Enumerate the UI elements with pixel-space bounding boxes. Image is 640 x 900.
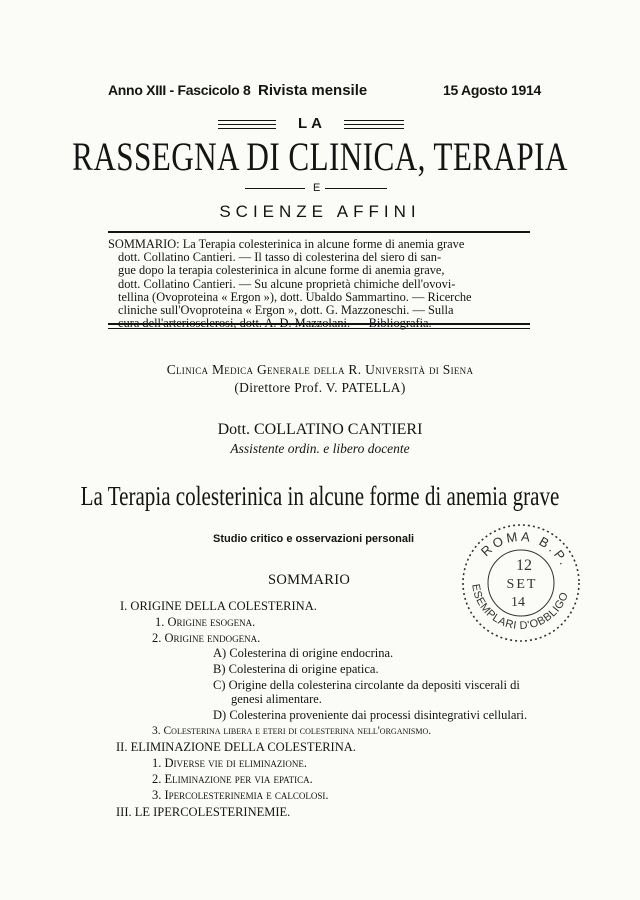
toc-item: 3. Colesterina libera e eteri di colesterina nell'organismo. xyxy=(152,725,432,737)
toc-item: C) Origine della colesterina circolante da depositi viscerali di xyxy=(213,678,520,692)
summary-line: dott. Collatino Cantieri. — Su alcune proprietà chimiche dell'ovovi- xyxy=(118,276,456,291)
stamp-bottom-text: ESEMPLARI D'OBBLIGO xyxy=(469,583,572,633)
toc-item: B) Colesterina di origine epatica. xyxy=(213,662,379,676)
library-stamp xyxy=(458,520,583,645)
periodicity: Rivista mensile xyxy=(258,82,368,99)
clinic-name: Clinica Medica Generale della R. Università di Siena xyxy=(166,362,474,377)
divider xyxy=(218,128,276,129)
divider xyxy=(325,188,387,189)
divider xyxy=(344,120,404,121)
toc-item: A) Colesterina di origine endocrina. xyxy=(213,646,394,660)
divider xyxy=(218,124,276,125)
toc-item: 1. Diverse vie di eliminazione. xyxy=(152,756,307,770)
article-title: La Terapia colesterinica in alcune forme di anemia grave xyxy=(80,481,560,511)
masthead-conjunction: E xyxy=(313,182,321,194)
journal-title: RASSEGNA DI CLINICA, TERAPIA xyxy=(72,134,568,179)
toc-heading: SOMMARIO xyxy=(268,572,351,588)
divider xyxy=(344,124,404,125)
stamp-month: SET xyxy=(506,577,538,592)
stamp-top-text: ROMA B.P. xyxy=(477,528,574,570)
toc-item: 2. Origine endogena. xyxy=(152,631,261,645)
divider xyxy=(245,188,305,189)
masthead-article: LA xyxy=(298,115,326,132)
author-name: Dott. COLLATINO CANTIERI xyxy=(217,421,423,438)
summary-line: dott. Collatino Cantieri. — Il tasso di colesterina del siero di san- xyxy=(118,250,442,265)
divider xyxy=(344,128,404,129)
stamp-year: 14 xyxy=(511,595,525,610)
toc-item: I. ORIGINE DELLA COLESTERINA. xyxy=(120,599,317,613)
summary-line: cliniche sull'Ovoproteina « Ergon », dott. G. Mazzoneschi. — Sulla xyxy=(118,303,454,318)
toc-item: 3. Ipercolesterinemia e calcolosi. xyxy=(152,788,329,802)
stamp-day: 12 xyxy=(516,557,532,574)
toc-item: 2. Eliminazione per via epatica. xyxy=(152,772,313,786)
divider xyxy=(108,323,530,325)
toc-item: 1. Origine esogena. xyxy=(155,615,256,629)
summary-line: SOMMARIO: La Terapia colesterinica in alcune forme di anemia grave xyxy=(108,237,465,251)
clinic-director: (Direttore Prof. V. PATELLA) xyxy=(234,380,406,395)
issue-number: Anno XIII - Fascicolo 8 xyxy=(108,82,251,98)
issue-summary xyxy=(108,238,528,330)
toc-item: II. ELIMINAZIONE DELLA COLESTERINA. xyxy=(116,740,356,754)
author-role: Assistente ordin. e libero docente xyxy=(230,441,410,456)
issue-date: 15 Agosto 1914 xyxy=(443,82,541,98)
divider xyxy=(218,120,276,121)
divider xyxy=(108,231,530,233)
summary-line: gue dopo la terapia colesterinica in alcune forme di anemia grave, xyxy=(118,263,445,278)
toc-item: genesi alimentare. xyxy=(231,692,322,706)
article-subtitle: Studio critico e osservazioni personali xyxy=(213,533,415,545)
toc-item: III. LE IPERCOLESTERINEMIE. xyxy=(116,805,291,819)
summary-line: tellina (Ovoproteina « Ergon »), dott. Ubaldo Sammartino. — Ricerche xyxy=(118,289,472,304)
toc-item: D) Colesterina proveniente dai processi disintegrativi cellulari. xyxy=(213,708,528,722)
divider xyxy=(108,328,530,329)
journal-subtitle: SCIENZE AFFINI xyxy=(219,202,421,221)
